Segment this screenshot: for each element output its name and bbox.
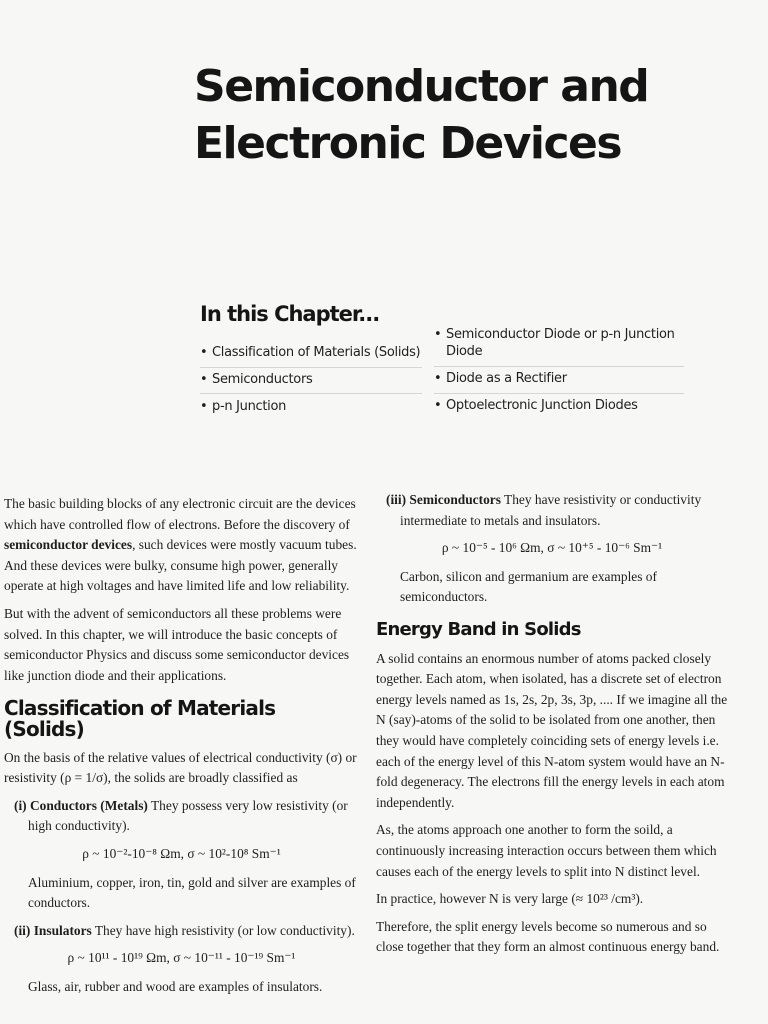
- semiconductors-formula: ρ ~ 10⁻⁵ - 10⁶ Ωm, σ ~ 10⁺⁵ - 10⁻⁶ Sm⁻¹: [441, 540, 663, 556]
- classification-intro: On the basis of the relative values of electrical conductivity (σ) or resistivity (ρ = 1/σ), the solids are broadly classified as: [4, 749, 357, 786]
- topic-divider: [434, 393, 684, 394]
- insulators-label: (ii) Insulators: [14, 922, 92, 938]
- semiconductors-examples: Carbon, silicon and germanium are examples of semiconductors.: [400, 568, 657, 605]
- right-column: [376, 490, 728, 965]
- insulators-formula: ρ ~ 10¹¹ - 10¹⁹ Ωm, σ ~ 10⁻¹¹ - 10⁻¹⁹ Sm⁻¹: [67, 950, 296, 966]
- classification-heading: Classification of Materials (Solids): [4, 696, 276, 741]
- chapter-topics-left: [200, 344, 425, 425]
- conductors-examples: Aluminium, copper, iron, tin, gold and silver are examples of conductors.: [28, 874, 356, 911]
- insulators-examples: Glass, air, rubber and wood are examples of insulators.: [28, 978, 323, 994]
- chapter-title-line2: Electronic Devices: [194, 118, 622, 169]
- intro-paragraph-2: But with the advent of semiconductors all these problems were solved. In this chapter, we will introduce the basic concepts of semiconductor Physics and discuss some semiconductor devices like junction diode and their applications.: [4, 605, 350, 683]
- conductors-item: (i) Conductors (Metals) They possess very low resistivity (or high conductivity).: [14, 797, 348, 834]
- topic-divider: [200, 393, 422, 394]
- chapter-title: [194, 58, 714, 172]
- semiconductors-item: (iii) Semiconductors They have resistivity or conductivity intermediate to metals and insulators.: [386, 492, 702, 528]
- energy-band-paragraph-4: Therefore, the split energy levels become so numerous and so close together that they form an almost continuous energy band.: [376, 918, 720, 955]
- topic-item: • Diode as a Rectifier: [434, 370, 702, 387]
- topic-item: • Optoelectronic Junction Diodes: [434, 397, 702, 414]
- in-this-chapter-heading: In this Chapter...: [200, 302, 380, 326]
- conductors-label: (i) Conductors (Metals): [14, 797, 148, 813]
- semiconductors-label: (iii) Semiconductors: [386, 492, 501, 507]
- energy-band-paragraph-3: In practice, however N is very large (≈ 10²³ /cm³).: [376, 891, 644, 907]
- topic-item: • Classification of Materials (Solids): [200, 344, 425, 361]
- topic-divider: [434, 366, 684, 367]
- topic-divider: [200, 367, 422, 368]
- energy-band-paragraph-2: As, the atoms approach one another to form the soild, a continuously increasing interaction occurs between them which causes each of the energy levels to split into N distinct level.: [376, 822, 717, 879]
- energy-band-heading: Energy Band in Solids: [376, 618, 581, 640]
- insulators-item: (ii) Insulators They have high resistivity (or low conductivity).: [14, 922, 355, 938]
- topic-item: • Semiconductors: [200, 371, 425, 388]
- left-column: [4, 494, 359, 1004]
- bold-term: semiconductor devices: [4, 537, 133, 553]
- topic-item: • p-n Junction: [200, 398, 425, 415]
- chapter-title-line1: Semiconductor and: [194, 61, 649, 112]
- chapter-topics-right: [434, 326, 702, 424]
- conductors-formula: ρ ~ 10⁻²-10⁻⁸ Ωm, σ ~ 10²-10⁸ Sm⁻¹: [82, 845, 281, 861]
- energy-band-paragraph-1: A solid contains an enormous number of atoms packed closely together. Each atom, when isolated, has a discrete set of electron energy levels named as 1s, 2s, 2p, 3s, 3p, .... If we imagine all the N (say)-atoms of the solid to be isolated from one another, then they would have completely coinciding sets of energy levels i.e. each of the energy level of this N-atom system would have an N-fold degeneracy. The electrons fill the energy levels in each atom independently.: [376, 650, 728, 810]
- intro-paragraph-1: The basic building blocks of any electronic circuit are the devices which have controlled flow of electrons. Before the discovery of semiconductor devices, such devices were mostly vacuum tubes. And these devices were bulky, consume high power, generally operate at high voltages and have limited life and low reliability.: [4, 496, 357, 594]
- topic-item: • Semiconductor Diode or p-n Junction Diode: [434, 326, 702, 360]
